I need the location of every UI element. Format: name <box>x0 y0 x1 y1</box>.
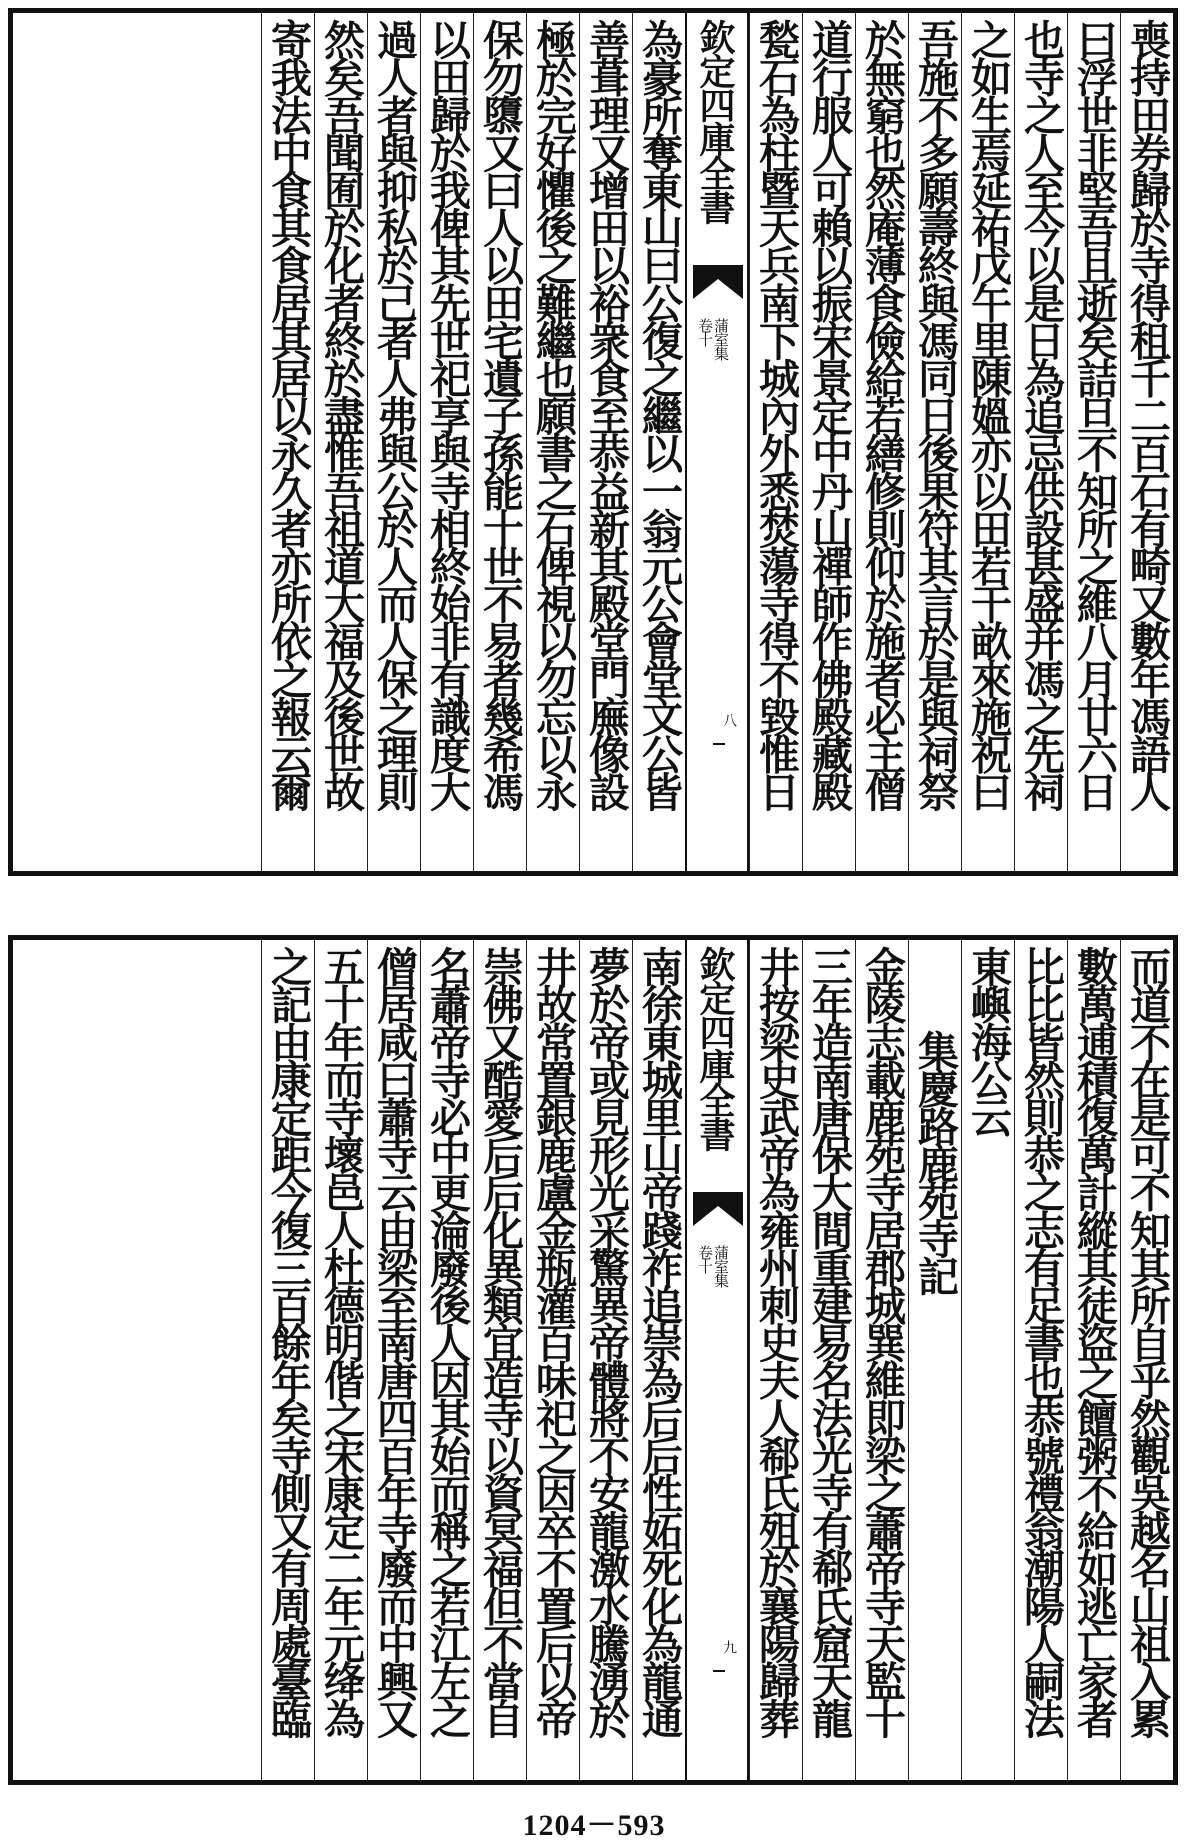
essay-title: 集慶路鹿苑寺記 <box>908 940 961 1780</box>
text-column: 東嶼海公云 <box>961 940 1014 1780</box>
volume-label: 卷十 <box>696 318 714 346</box>
book-title: 蒲室集 <box>712 1245 730 1287</box>
text-column: 南徐東城里山帝踐祚追崇為后后性妬死化為龍通 <box>632 940 685 1780</box>
text-column: 僧居咸曰蕭寺云由梁至南唐四百年寺廢而中興又 <box>367 940 420 1780</box>
leaf-number: 八 <box>721 713 737 727</box>
text-column: 數萬逋積復萬計縱其徒盜之饘粥不給如逃亡家者 <box>1067 940 1120 1780</box>
text-column: 井按梁史武帝為雍州刺史夫人郗氏殂於襄陽歸葬 <box>749 940 802 1780</box>
text-column: 曰浮世非堅吾且逝矣詰旦不知所之維八月廿六日 <box>1067 13 1120 871</box>
text-column: 道行服人可賴以振宋景定中丹山禪師作佛殿藏殿 <box>802 13 855 871</box>
text-column: 崇佛又酷愛后后化異類宜造寺以資冥福但不當自 <box>473 940 526 1780</box>
text-column: 也寺之人至今以是日為追忌供設甚盛并馮之先祠 <box>1014 13 1067 871</box>
text-column: 之如生焉延祐戊午里陳媼亦以田若干畝來施祝曰 <box>961 13 1014 871</box>
text-column: 名蕭帝寺必中更淪廢後人因其始而稱之若江左之 <box>420 940 473 1780</box>
fishtail-icon <box>693 1192 743 1226</box>
volume-label: 卷十 <box>696 1245 714 1273</box>
text-column: 以田歸於我俾其先世祀享與寺相終始非有識度大 <box>420 13 473 871</box>
page-number: 1204－593 <box>522 1809 666 1842</box>
collection-title: 欽定四庫全書 <box>694 19 736 223</box>
text-column: 寄我法中食其食居其居以永久者亦所依之報云爾 <box>261 13 314 871</box>
text-column: 於無窮也然庵薄食儉給若繕修則仰於施者必主僧 <box>855 13 908 871</box>
text-column: 極於完好懼後之難繼也願書之石俾視以勿忘以永 <box>526 13 579 871</box>
top-page <box>8 8 1178 876</box>
text-column: 為豪所奪東山曰公復之繼以一翁元公會堂文公皆 <box>632 13 685 871</box>
text-column: 然矣吾聞囿於化者終於盡惟吾祖道大福及後世故 <box>314 13 367 871</box>
collection-title: 欽定四庫全書 <box>694 946 736 1150</box>
leaf-rule <box>713 743 725 745</box>
text-column: 而道不在是可不知其所自乎然觀吳越名山祖入累 <box>1120 940 1173 1780</box>
text-column: 夢於帝或見形光采驚異帝體將不安龍激水騰湧於 <box>579 940 632 1780</box>
center-margin <box>685 13 749 871</box>
text-column: 保勿隳又曰人以田宅遺子孫能十世不易者幾希馮 <box>473 13 526 871</box>
text-column: 金陵志載鹿苑寺居郡城巽維即梁之蕭帝寺天監十 <box>855 940 908 1780</box>
text-column: 三年造南唐保大間重建易名法光寺有郗氏窟天龍 <box>802 940 855 1780</box>
text-column: 之記由康定距今復三百餘年矣寺側又有周處臺臨 <box>261 940 314 1780</box>
text-column: 五十年而寺壞邑人杜德明偕之宋康定二年元绛為 <box>314 940 367 1780</box>
text-column: 喪持田券歸於寺得租千二百石有畸又數年馮語人 <box>1120 13 1173 871</box>
book-title: 蒲室集 <box>712 318 730 360</box>
center-margin <box>685 940 749 1780</box>
leaf-rule <box>713 1670 725 1672</box>
text-column: 甃石為柱暨天兵南下城內外悉焚蕩寺得不毀惟日 <box>749 13 802 871</box>
text-column: 井故常置銀鹿盧金瓶灌百味祀之因卒不置后以帝 <box>526 940 579 1780</box>
fishtail-icon <box>693 265 743 299</box>
text-column: 吾施不多願壽終與馮同日後果符其言於是與祠祭 <box>908 13 961 871</box>
bottom-page <box>8 935 1178 1785</box>
text-column: 比比皆然則恭之志有足書也恭號禮翁潮陽人嗣法 <box>1014 940 1067 1780</box>
leaf-number: 九 <box>721 1640 737 1654</box>
text-column: 善葺理又增田以裕衆食至恭益新其殿堂門廡像設 <box>579 13 632 871</box>
text-column: 過人者與抑私於己者人弗與公於人而人保之理則 <box>367 13 420 871</box>
